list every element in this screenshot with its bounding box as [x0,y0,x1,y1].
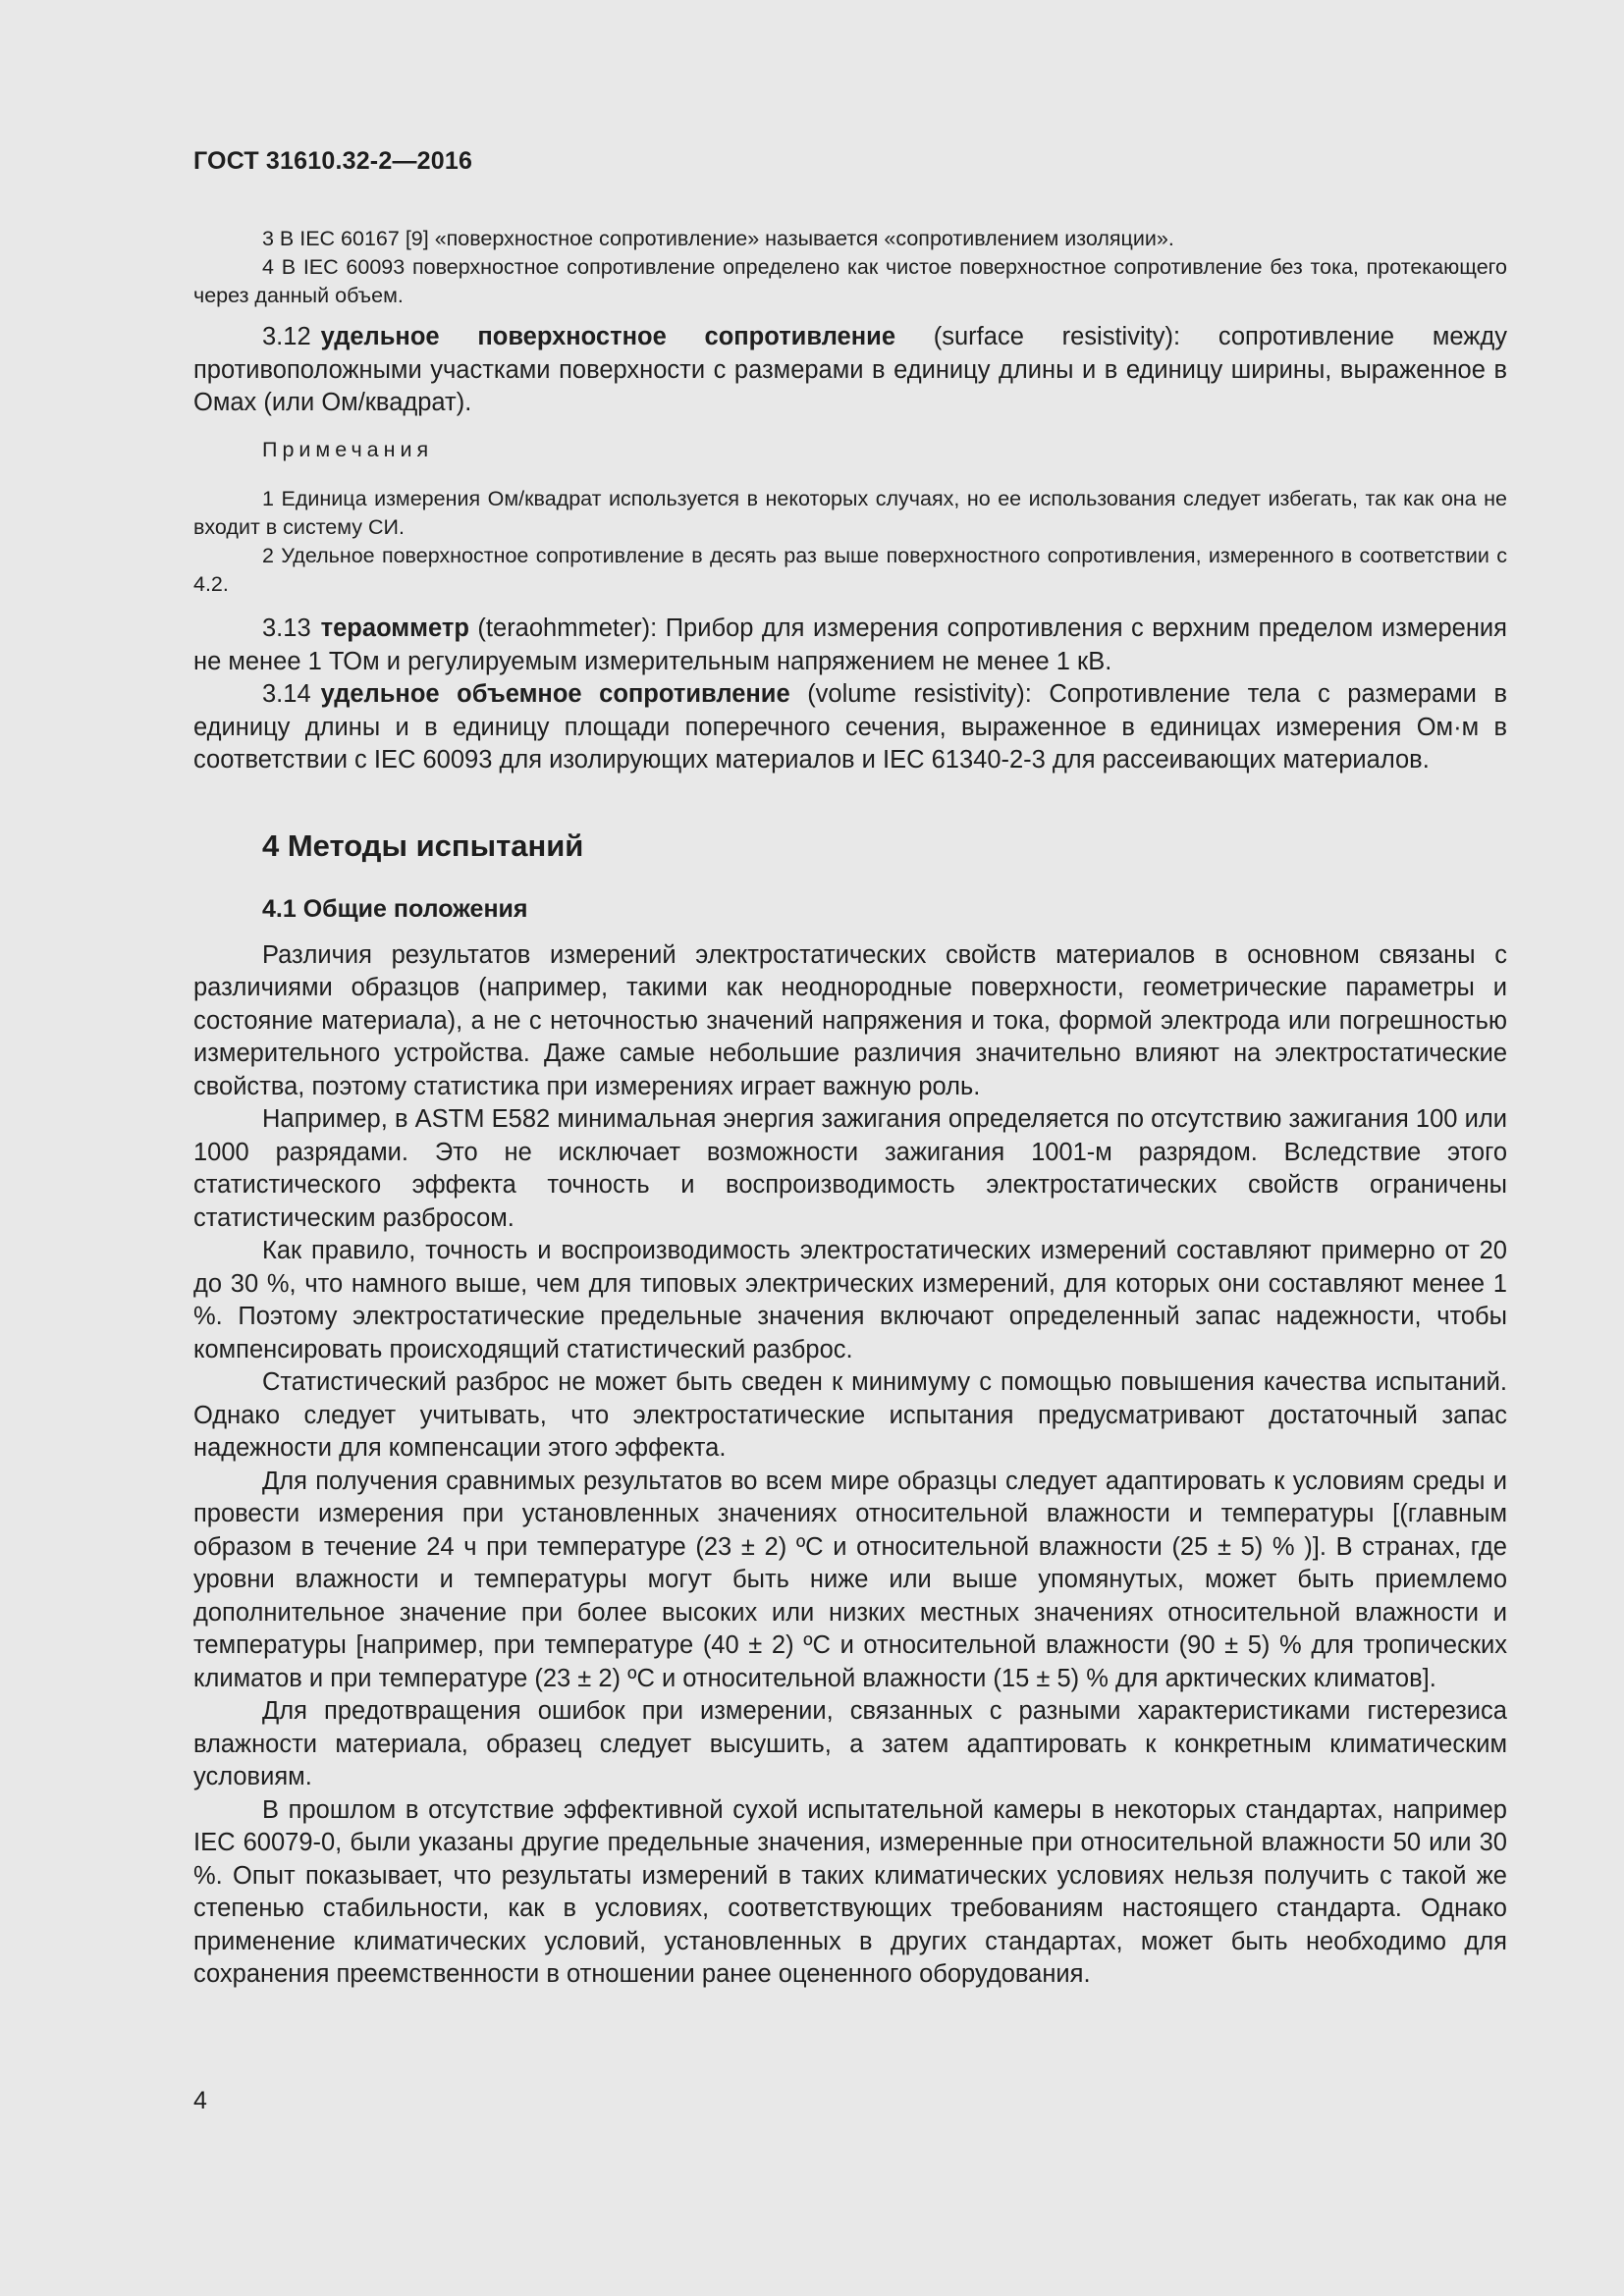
note-item-1: 1 Единица измерения Ом/квадрат используется в некоторых случаях, но ее использования следует избегать, так как она не входит в систему СИ. [193,487,1507,539]
term-3-13 [193,613,1507,678]
body-paragraph: Различия результатов измерений электростатических свойств материалов в основном связаны с различиями образцов (например, такими как неоднородные поверхности, геометрические параметры и состояние материала), а не с неточностью значений напряжения и тока, формой электрода или погрешностью измерительного устройства. Даже самые небольшие различия значительно влияют на электростатические свойства, поэтому статистика при измерениях играет важную роль. [193,940,1507,1100]
term-name: удельное объемное сопротивление [320,680,790,708]
term-name: удельное поверхностное сопротивление [320,323,895,350]
body-paragraph: Как правило, точность и воспроизводимость электростатических измерений составляют примерно от 20 до 30 %, что намного выше, чем для типовых электрических измерений, для которых они составляют менее 1 %. Поэтому электростатические предельные значения включают определенный запас надежности, чтобы компенсировать происходящий статистический разброс. [193,1237,1507,1363]
term-number: 3.14 [262,680,311,708]
document-id-header: ГОСТ 31610.32-2—2016 [193,147,473,175]
note-4: 4 В IEC 60093 поверхностное сопротивление определено как чистое поверхностное сопротивление без тока, протекающего через данный объем. [193,255,1507,307]
section-title: 4 Методы испытаний [262,828,584,863]
notes-heading: Примечания [262,437,434,461]
note-item-2: 2 Удельное поверхностное сопротивление в десять раз выше поверхностного сопротивления, измеренного в соответствии с 4.2. [193,544,1507,596]
term-3-14 [193,678,1507,777]
page-content [193,225,1507,1992]
term-number: 3.13 [262,614,311,642]
body-paragraph: Например, в ASTM E582 минимальная энергия зажигания определяется по отсутствию зажигания 100 или 1000 разрядами. Это не исключает возможности зажигания 1001-м разрядом. Вследствие этого статистического эффекта точность и воспроизводимость электростатических свойств ограничены статистическим разбросом. [193,1105,1507,1232]
term-number: 3.12 [262,323,311,350]
body-paragraph: Статистический разброс не может быть сведен к минимуму с помощью повышения качества испытаний. Однако следует учитывать, что электростатические испытания предусматривают достаточный запас надежности для компенсации этого эффекта. [193,1368,1507,1462]
term-definition: (teraohmmeter): Прибор для измерения сопротивления с верхним пределом измерения не менее 1 ТОм и регулируемым измерительным напряжением не менее 1 кВ. [193,614,1507,675]
note-3: 3 В IEC 60167 [9] «поверхностное сопротивление» называется «сопротивлением изоляции». [262,227,1174,250]
term-name: тераомметр [320,614,469,642]
subsection-title: 4.1 Общие положения [262,894,528,923]
term-3-12 [193,321,1507,420]
body-paragraph: Для получения сравнимых результатов во всем мире образцы следует адаптировать к условиям среды и провести измерения при установленных значениях относительной влажности и температуры [(главным образом в течение 24 ч при температуре (23 ± 2) ºC и относительной влажности (25 ± 5) % )]. В странах, где уровни влажности и температуры могут быть ниже или выше упомянутых, может быть приемлемо дополнительное значение при более высоких или низких местных значениях относительной влажности и температуры [например, при температуре (40 ± 2) ºC и относительной влажности (90 ± 5) % для тропических климатов и при температуре (23 ± 2) ºC и относительной влажности (15 ± 5) % для арктических климатов]. [193,1467,1507,1692]
body-paragraph: В прошлом в отсутствие эффективной сухой испытательной камеры в некоторых стандартах, например IEC 60079-0, были указаны другие предельные значения, измеренные при относительной влажности 50 или 30 %. Опыт показывает, что результаты измерений в таких климатических условиях нельзя получить с такой же степенью стабильности, как в условиях, соответствующих требованиям настоящего стандарта. Однако применение климатических условий, установленных в других стандартах, может быть необходимо для сохранения преемственности в отношении ранее оцененного оборудования. [193,1795,1507,1988]
term-definition: (volume resistivity): Сопротивление тела с размерами в единицу длины и в единицу площади поперечного сечения, выраженное в единицах измерения Ом·м в соответствии с IEC 60093 для изолирующих материалов и IEC 61340-2-3 для рассеивающих материалов. [193,680,1507,774]
term-definition: (surface resistivity): сопротивление между противоположными участками поверхности с размерами в единицу длины и в единицу ширины, выраженное в Омах (или Ом/квадрат). [193,323,1507,416]
body-paragraph: Для предотвращения ошибок при измерении, связанных с разными характеристиками гистерезиса влажности материала, образец следует высушить, а затем адаптировать к конкретным климатическим условиям. [193,1697,1507,1790]
page-number: 4 [193,2087,207,2114]
